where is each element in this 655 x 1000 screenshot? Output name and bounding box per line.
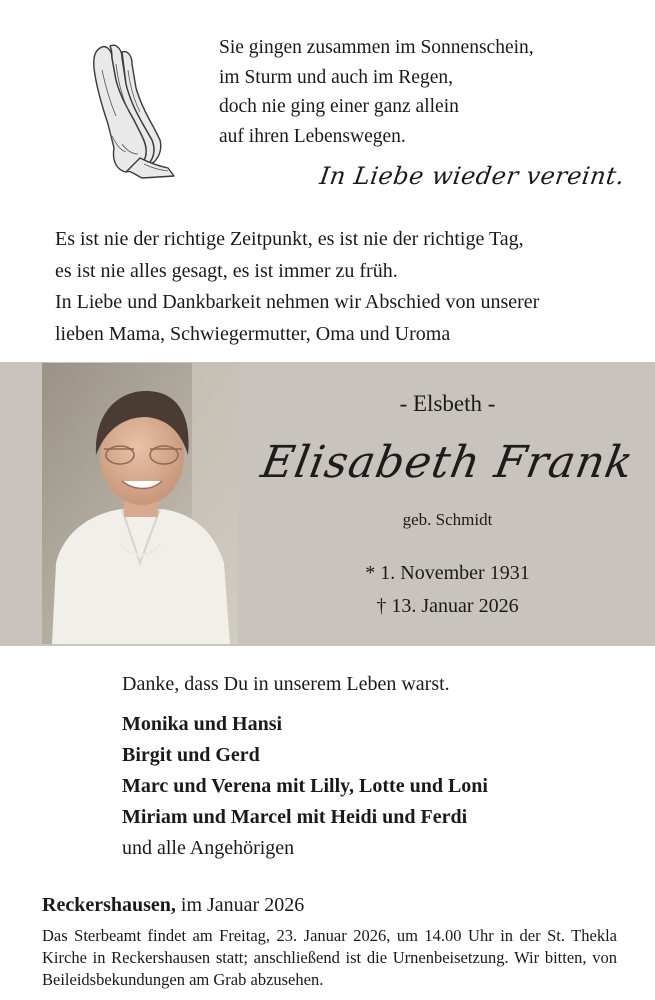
portrait-photo <box>42 363 238 644</box>
funeral-notice: Das Sterbeamt findet am Freitag, 23. Januar 2026, um 14.00 Uhr in der St. Thekla Kirche in Reckershausen statt; anschließend ist die Urnenbeisetzung. Wir bitten, von Beileidsbekundungen am Grab abzusehen. <box>42 926 617 989</box>
place-town: Reckershausen, <box>42 894 176 916</box>
mourner-entry: Monika und Hansi <box>122 713 283 735</box>
death-date: † 13. Januar 2026 <box>376 595 519 617</box>
mourners-list <box>122 709 488 864</box>
birth-name: geb. Schmidt <box>402 510 493 529</box>
intro-line: Es ist nie der richtige Zeitpunkt, es ist nie der richtige Tag, <box>55 228 524 250</box>
intro-line: es ist nie alles gesagt, es ist immer zu früh. <box>55 259 398 282</box>
deceased-full-name: Elisabeth Frank <box>257 437 638 488</box>
intro-line: In Liebe und Dankbarkeit nehmen wir Abschied von unserer <box>55 291 540 313</box>
mourner-entry: Marc und Verena mit Lilly, Lotte und Loni <box>122 775 488 797</box>
mourners-closing: und alle Angehörigen <box>122 837 295 859</box>
intro-line: lieben Mama, Schwiegermutter, Oma und Uroma <box>55 322 451 345</box>
mourner-entry: Birgit und Gerd <box>122 744 260 766</box>
portrait-illustration <box>42 363 238 644</box>
praying-hands-icon <box>82 40 182 180</box>
nickname: - Elsbeth - <box>399 391 496 416</box>
place-date <box>42 894 304 917</box>
poem-line: im Sturm und auch im Regen, <box>219 66 453 88</box>
intro-text <box>55 224 539 350</box>
poem-line: Sie gingen zusammen im Sonnenschein, <box>219 37 534 58</box>
poem <box>219 33 534 151</box>
poem-signature: In Liebe wieder vereint. <box>318 162 627 190</box>
birth-date: * 1. November 1931 <box>365 562 530 584</box>
mourner-entry: Miriam und Marcel mit Heidi und Ferdi <box>122 806 468 828</box>
thanks-line: Danke, dass Du in unserem Leben warst. <box>122 673 450 695</box>
poem-line: auf ihren Lebenswegen. <box>219 125 406 147</box>
poem-line: doch nie ging einer ganz allein <box>219 96 459 117</box>
place-month: im Januar 2026 <box>175 894 305 916</box>
